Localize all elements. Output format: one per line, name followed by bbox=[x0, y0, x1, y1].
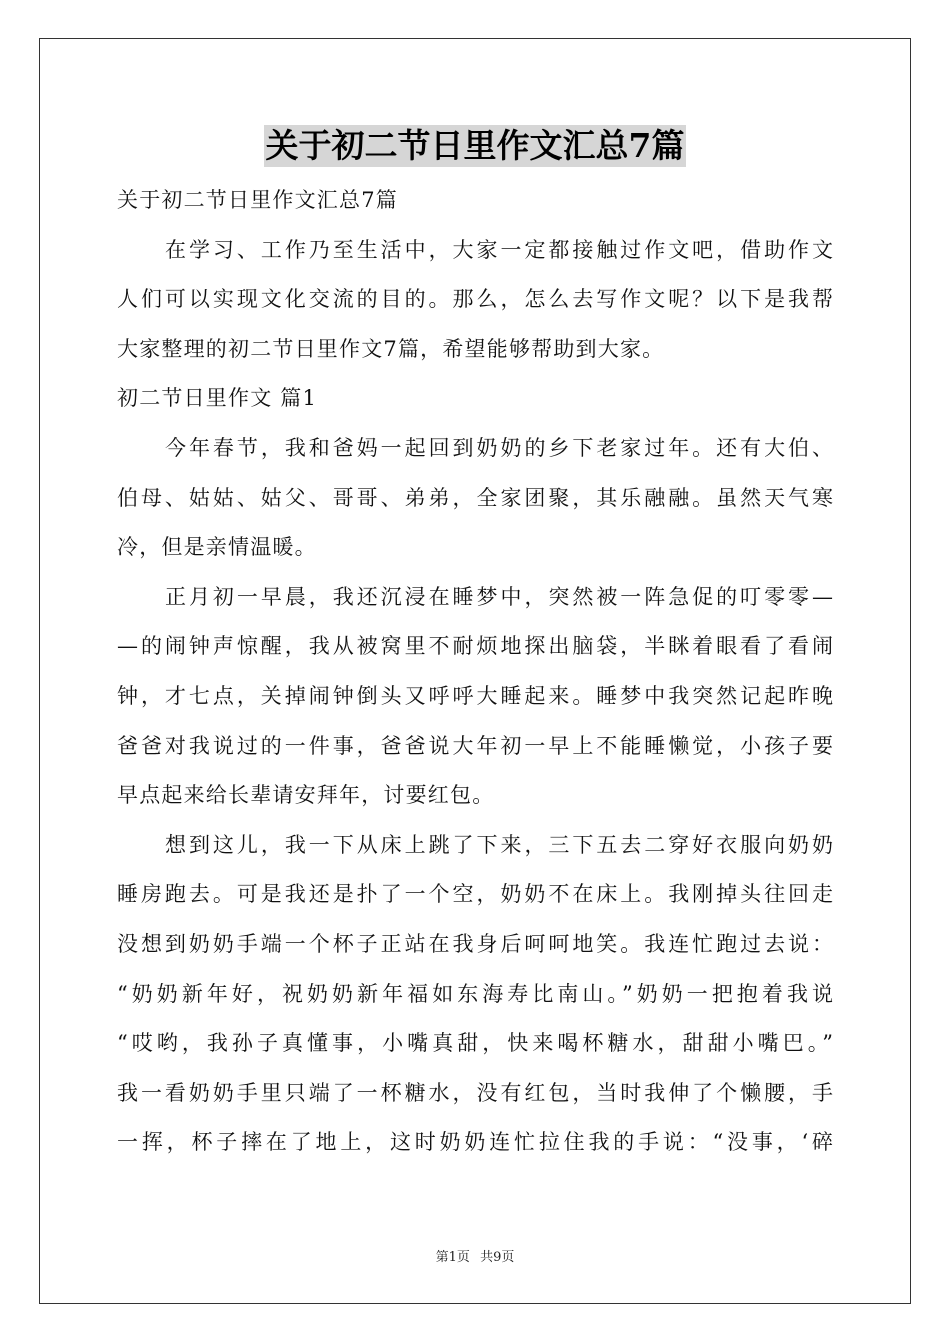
text-line: —的闹钟声惊醒，我从被窝里不耐烦地探出脑袋，半眯着眼看了看闹 bbox=[117, 634, 833, 659]
text-line: 我一看奶奶手里只端了一杯糖水，没有红包，当时我伸了个懒腰，手 bbox=[117, 1080, 833, 1105]
page-total: 共9页 bbox=[480, 1250, 515, 1265]
text-line: 初二节日里作文 篇1 bbox=[117, 386, 318, 411]
text-line: 没想到奶奶手端一个杯子正站在我身后呵呵地笑。我连忙跑过去说： bbox=[117, 931, 833, 956]
text-line: 人们可以实现文化交流的目的。那么，怎么去写作文呢？以下是我帮 bbox=[117, 287, 833, 312]
text-line: “哎哟，我孙子真懂事，小嘴真甜，快来喝杯糖水，甜甜小嘴巴。” bbox=[117, 1031, 833, 1056]
text-line: 想到这儿，我一下从床上跳了下来，三下五去二穿好衣服向奶奶 bbox=[165, 832, 833, 857]
title-container bbox=[0, 125, 950, 167]
text-line: 在学习、工作乃至生活中，大家一定都接触过作文吧，借助作文 bbox=[165, 237, 833, 262]
page-number: 第1页 bbox=[435, 1250, 470, 1265]
document-body bbox=[117, 176, 833, 1168]
text-line: 关于初二节日里作文汇总7篇 bbox=[117, 188, 398, 212]
text-line: 睡房跑去。可是我还是扑了一个空，奶奶不在床上。我刚掉头往回走 bbox=[117, 882, 833, 907]
text-line: 爸爸对我说过的一件事，爸爸说大年初一早上不能睡懒觉，小孩子要 bbox=[117, 733, 833, 758]
text-line: 冷，但是亲情温暖。 bbox=[117, 535, 317, 560]
document-title: 关于初二节日里作文汇总7篇 bbox=[265, 126, 685, 165]
text-line: 早点起来给长辈请安拜年，讨要红包。 bbox=[117, 783, 495, 808]
text-line: 钟，才七点，关掉闹钟倒头又呼呼大睡起来。睡梦中我突然记起昨晚 bbox=[117, 683, 833, 708]
text-line: “奶奶新年好，祝奶奶新年福如东海寿比南山。”奶奶一把抱着我说 bbox=[117, 981, 833, 1006]
text-line: 正月初一早晨，我还沉浸在睡梦中，突然被一阵急促的叮零零— bbox=[165, 584, 833, 609]
text-line: 大家整理的初二节日里作文7篇，希望能够帮助到大家。 bbox=[117, 336, 665, 361]
page-footer bbox=[0, 1246, 950, 1265]
text-line: 一挥，杯子摔在了地上，这时奶奶连忙拉住我的手说：“没事，‘碎 bbox=[117, 1130, 833, 1155]
text-line: 今年春节，我和爸妈一起回到奶奶的乡下老家过年。还有大伯、 bbox=[165, 435, 833, 460]
text-line: 伯母、姑姑、姑父、哥哥、弟弟，全家团聚，其乐融融。虽然天气寒 bbox=[117, 485, 833, 510]
